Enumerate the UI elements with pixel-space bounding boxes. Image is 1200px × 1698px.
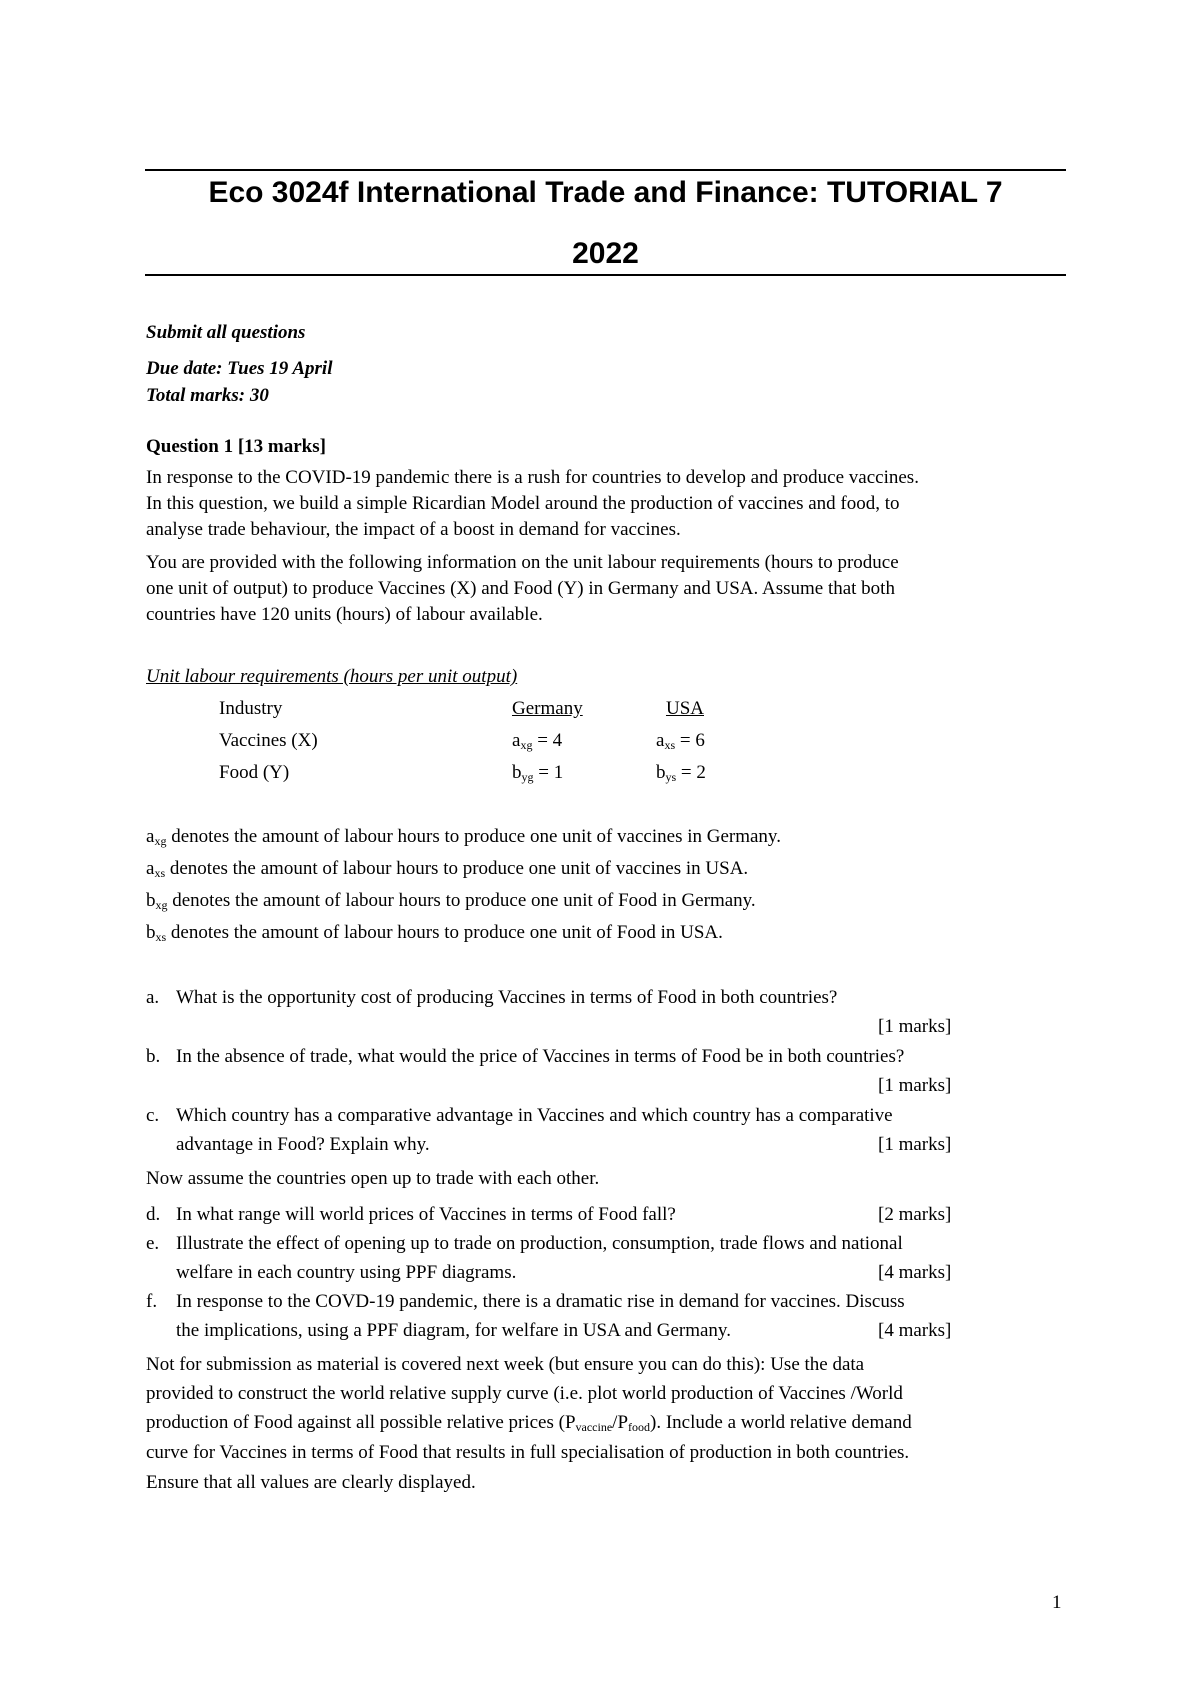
table-row-food-germany: $b_{yg} = 1$ <box>512 762 564 784</box>
intro-line-3: analyse trade behaviour, the impact of a boost in demand for vaccines. <box>146 519 681 540</box>
question-e-text-1: Illustrate the effect of opening up to trade on production, consumption, trade flows and national <box>176 1233 903 1254</box>
extra-line-1: Not for submission as material is covered next week (but ensure you can do this): Use the data <box>146 1354 865 1375</box>
page-title-year: 2022 <box>572 237 639 270</box>
question-1-heading: Question 1 [13 marks] <box>146 436 326 457</box>
title-top-rule <box>145 169 1066 171</box>
question-f-marks: [4 marks] <box>878 1320 952 1341</box>
question-f-text-1: In response to the COVD-19 pandemic, there is a dramatic rise in demand for vaccines. Discuss <box>176 1291 905 1312</box>
table-row-vaccines-usa: $a_{xs} = 6$ <box>656 730 705 752</box>
definition-axg: $a_{xg}$ denotes the amount of labour hours to produce one unit of vaccines in Germany. <box>146 826 781 848</box>
page-title: Eco 3024f International Trade and Finance: TUTORIAL 7 <box>208 176 1003 209</box>
question-b-marks: [1 marks] <box>878 1075 952 1096</box>
question-f-text-2: the implications, using a PPF diagram, for welfare in USA and Germany. <box>176 1320 731 1341</box>
table-row-vaccines-industry: Vaccines (X) <box>219 730 318 751</box>
question-e-label: e. <box>146 1233 160 1254</box>
submit-note: Submit all questions <box>146 322 306 343</box>
table-caption: Unit labour requirements (hours per unit output) <box>146 666 518 687</box>
table-row-vaccines-germany: $a_{xg} = 4$ <box>512 730 563 752</box>
intro-line-1: In response to the COVID-19 pandemic there is a rush for countries to develop and produce vaccines. <box>146 467 919 488</box>
extra-line-2: provided to construct the world relative supply curve (i.e. plot world production of Vaccines /World <box>146 1383 903 1404</box>
question-f-label: f. <box>146 1291 158 1312</box>
table-header-industry: Industry <box>219 698 283 719</box>
open-trade-note: Now assume the countries open up to trade with each other. <box>146 1168 600 1189</box>
question-b-label: b. <box>146 1046 161 1067</box>
info-line-3: countries have 120 units (hours) of labour available. <box>146 604 543 625</box>
definition-bxs: $b_{xs}$ denotes the amount of labour hours to produce one unit of Food in USA. <box>146 922 723 944</box>
question-e-marks: [4 marks] <box>878 1262 952 1283</box>
table-header-usa: USA <box>665 698 704 719</box>
info-line-1: You are provided with the following information on the unit labour requirements (hours to produce <box>146 552 899 573</box>
due-date: Due date: Tues 19 April <box>146 358 333 379</box>
question-e-text-2: welfare in each country using PPF diagrams. <box>176 1262 517 1283</box>
question-c-label: c. <box>146 1105 160 1126</box>
question-d-label: d. <box>146 1204 161 1225</box>
question-d-text: In what range will world prices of Vaccines in terms of Food fall? <box>176 1204 676 1225</box>
question-a-label: a. <box>146 987 160 1008</box>
intro-line-2: In this question, we build a simple Ricardian Model around the production of vaccines and food, to <box>146 493 900 514</box>
definition-bxg: $b_{xg}$ denotes the amount of labour hours to produce one unit of Food in Germany. <box>146 890 756 912</box>
table-row-food-usa: $b_{ys} = 2$ <box>656 762 706 784</box>
table-row-food-industry: Food (Y) <box>219 762 290 783</box>
definition-axs: $a_{xs}$ denotes the amount of labour hours to produce one unit of vaccines in USA. <box>146 858 749 880</box>
question-c-marks: [1 marks] <box>878 1134 952 1155</box>
page-number: 1 <box>1052 1592 1062 1613</box>
question-d-marks: [2 marks] <box>878 1204 952 1225</box>
title-bottom-rule <box>145 274 1066 276</box>
extra-line-4: curve for Vaccines in terms of Food that results in full specialisation of production in both countries. <box>146 1442 910 1463</box>
question-a-marks: [1 marks] <box>878 1016 952 1037</box>
table-header-germany: Germany <box>512 698 583 719</box>
extra-line-3: production of Food against all possible relative prices $(P_{vaccine}/P_{food})$. Include a world relative demand <box>146 1412 912 1434</box>
extra-line-5: Ensure that all values are clearly displayed. <box>146 1472 476 1493</box>
question-b-text: In the absence of trade, what would the price of Vaccines in terms of Food be in both countries? <box>176 1046 905 1067</box>
question-c-text-1: Which country has a comparative advantage in Vaccines and which country has a comparative <box>176 1105 893 1126</box>
question-c-text-2: advantage in Food? Explain why. <box>176 1134 430 1155</box>
info-line-2: one unit of output) to produce Vaccines (X) and Food (Y) in Germany and USA. Assume that both <box>146 578 895 599</box>
total-marks: Total marks: 30 <box>146 385 269 406</box>
question-a-text: What is the opportunity cost of producing Vaccines in terms of Food in both countries? <box>176 987 838 1008</box>
